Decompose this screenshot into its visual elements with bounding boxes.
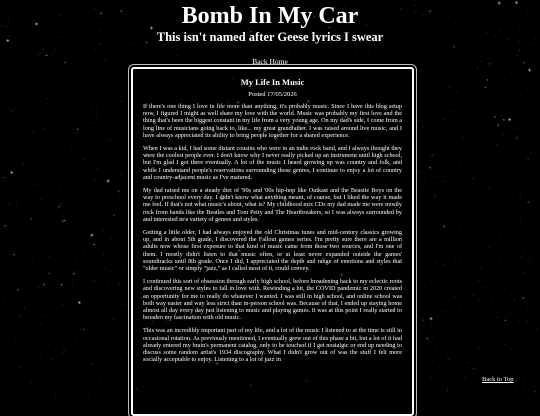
- post-paragraph: I continued this sort of obsession through early high school, before broadening back to my eclectic roots and discovering new styles to fall in love with. Rewinding a bit, the COVID pandemic in 2020 created an opportunity for me to really do whatever I wanted. I was still in high school, and online school was both way easier and way less strict than in-person school was. Because of that, I ended up staying home almost all day every day just listening to music and playing games. It was at this point I really started to broaden my fascination with old music.: [143, 278, 402, 322]
- site-subtitle: This isn't named after Geese lyrics I swear: [156, 30, 384, 44]
- back-home-link[interactable]: Back Home: [252, 57, 288, 66]
- post-paragraph: My dad raised me on a steady diet of '90s and '00s hip-hop like Outkast and the Beastie Boys on the way to preschool every day. I didn't know what anything meant, of course, but I liked the way it made me feel. If that's not what music's about, what is? My childhood mix CDs my dad made me were mostly rock from bands like the Beatles and Tom Petty and The Heartbreakers, so I was always surrounded by and interested in a variety of genres and styles.: [143, 187, 402, 223]
- post-paragraph: Getting a little older, I had always enjoyed the old Christmas tunes and mid-century classics growing up, and in about 5th grade, I discovered the Fallout games series. I'm pretty sure there are a million adults now whose first exposure to that kind of music came from those two sources, and I'm one of them. I mostly didn't listen to that music often, or at least never expanded outside the games' soundtracks until 8th grade. Once I did, I appreciated the depth and range of emotions and styles that "older music" or simply "jazz," as I called most of it, could convey.: [143, 229, 402, 273]
- post-date: Posted 17/05/2026: [248, 91, 297, 98]
- back-to-top-link[interactable]: Back to Top: [482, 376, 514, 383]
- post-body: [133, 103, 412, 364]
- post-title: My Life In Music: [240, 77, 305, 87]
- post-paragraph: When I was a kid, I had some distant cousins who were in an indie rock band, and I always thought they were the coolest people ever. I don't know why I never really picked up an instrument until high school, but I'm glad I got there eventually. A lot of the music I heard growing up was country and folk, and while I understand people's reservations surrounding those genres, I continue to enjoy a lot of country and country-adjacent music as I've matured.: [143, 145, 402, 181]
- post-paragraph: If there's one thing I love in life more than anything, it's probably music. Since I have this blog setup now, I figured I might as well share my love with the world. Music was probably my first love and the thing that's been the biggest constant in my life from a very young age. On my dad's side, I come from a long line of musicians going back to, like... my great grandfather. I was raised around live music, and I have always appreciated its ability to bring people together for a shared experience.: [143, 103, 402, 139]
- site-title: Bomb In My Car: [181, 3, 359, 29]
- post-container: [131, 67, 414, 416]
- site-header: [0, 0, 540, 69]
- post-paragraph: This was an incredibly important part of my life, and a lot of the music I listened to at the time is still in occasional rotation. As previously mentioned, I eventually grew out of this phase a bit, but a lot of it had already entered my brain's permanent catalog, only to be touched if I get nostalgic or end up needing to discuss some random artist's 1934 discography. What I didn't grow out of was the stuff I felt more socially acceptable to enjoy. Listening to a lot of jazz in: [143, 327, 402, 364]
